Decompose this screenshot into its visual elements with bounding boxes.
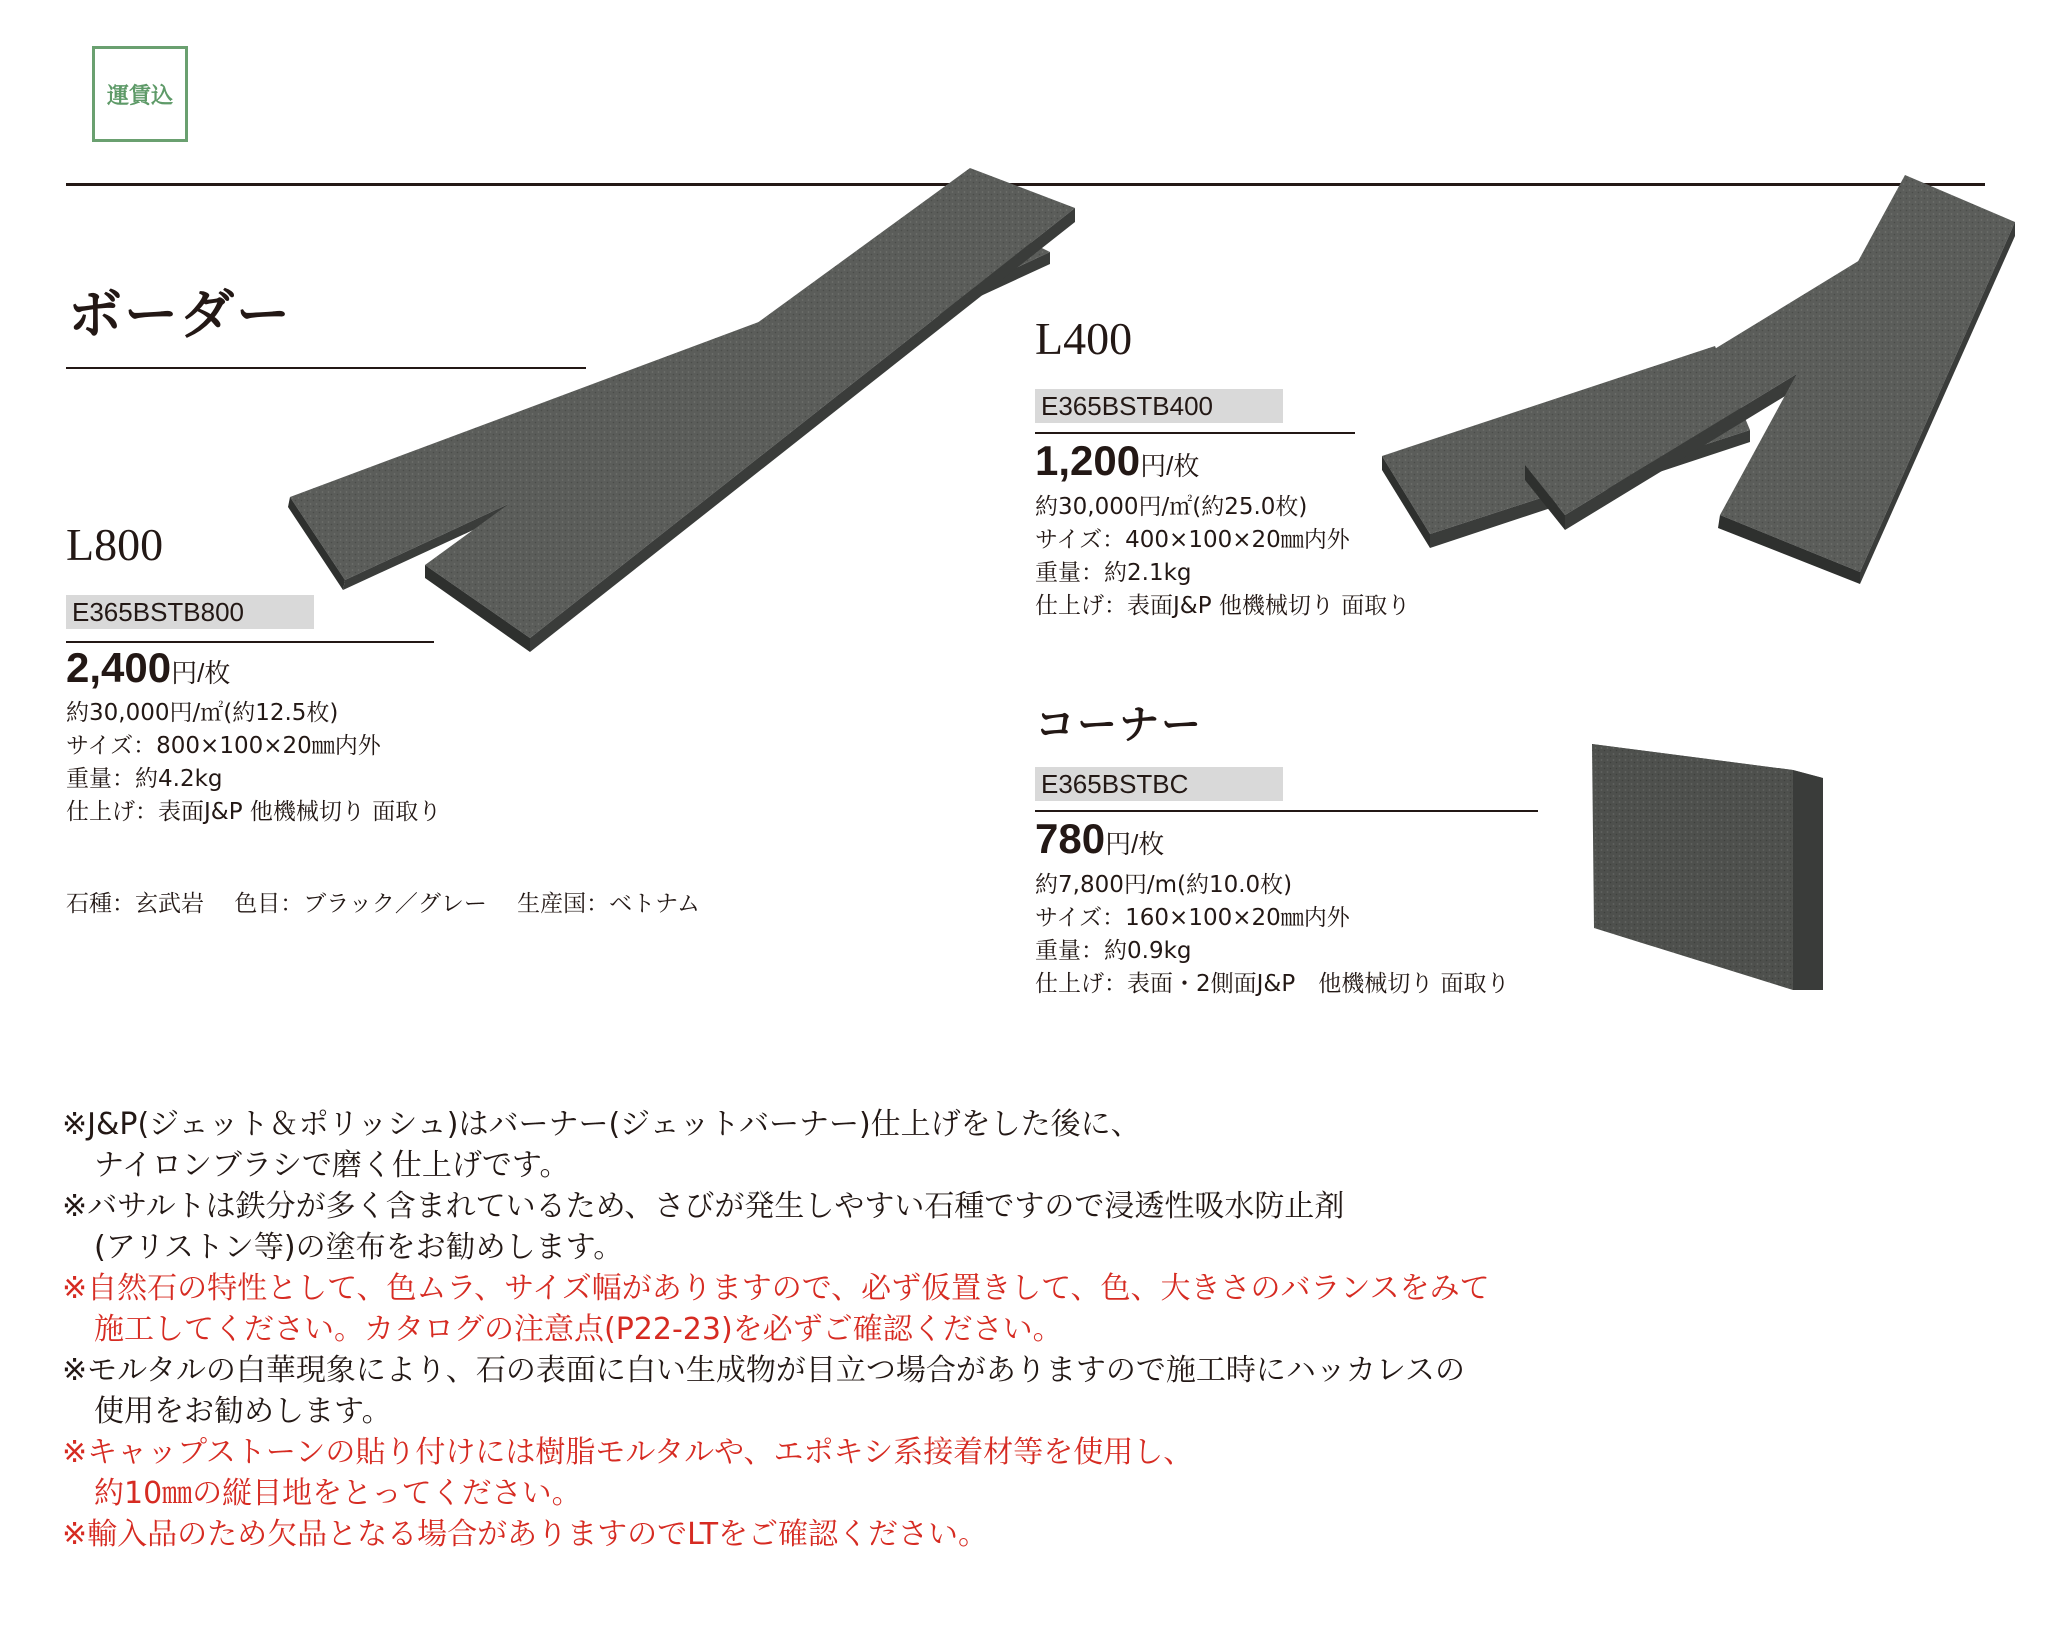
note-line: ※輸入品のため欠品となる場合がありますのでLTをご確認ください。	[62, 1517, 989, 1552]
corner-price	[1035, 815, 1164, 863]
l800-divider	[66, 641, 434, 643]
l400-spec-finish: 仕上げ：表面J&P 他機械切り 面取り	[1035, 593, 1411, 619]
note-line: ※自然石の特性として、色ムラ、サイズ幅がありますので、必ず仮置きして、色、大きさのバランスをみて	[62, 1271, 1490, 1306]
corner-spec-finish: 仕上げ：表面・2側面J&P 他機械切り 面取り	[1035, 971, 1510, 997]
note-line: 使用をお勧めします。	[94, 1394, 392, 1429]
l800-code: E365BSTB800	[66, 595, 314, 629]
corner-price-value: 780	[1035, 815, 1106, 862]
corner-stone-image	[1588, 740, 1828, 995]
l800-spec-weight: 重量：約4.2kg	[66, 766, 223, 792]
note-line: 約10㎜の縦目地をとってください。	[94, 1476, 582, 1511]
l400-spec-per-area: 約30,000円/㎡(約25.0枚)	[1035, 494, 1308, 520]
l800-price-unit: 円/枚	[171, 658, 231, 688]
corner-price-unit: 円/枚	[1105, 829, 1165, 859]
l800-spec-finish: 仕上げ：表面J&P 他機械切り 面取り	[66, 799, 442, 825]
note-line: ※J&P(ジェット＆ポリッシュ)はバーナー(ジェットバーナー)仕上げをした後に、	[62, 1107, 1141, 1142]
notes-list	[62, 1104, 1490, 1555]
corner-name: コーナー	[1035, 701, 1203, 748]
l400-code: E365BSTB400	[1035, 389, 1283, 423]
l400-specs	[1035, 491, 1410, 623]
l400-spec-weight: 重量：約2.1kg	[1035, 560, 1192, 586]
l400-divider	[1035, 432, 1355, 434]
l400-price-value: 1,200	[1035, 437, 1141, 484]
shipping-included-badge	[92, 46, 188, 142]
note-line: 施工してください。カタログの注意点(P22-23)を必ずご確認ください。	[94, 1312, 1063, 1347]
l400-price	[1035, 437, 1199, 485]
l400-price-unit: 円/枚	[1140, 451, 1200, 481]
corner-spec-size: サイズ：160×100×20㎜内外	[1035, 905, 1350, 931]
l800-spec-size: サイズ：800×100×20㎜内外	[66, 733, 381, 759]
corner-spec-weight: 重量：約0.9kg	[1035, 938, 1192, 964]
note-line: ※バサルトは鉄分が多く含まれているため、さびが発生しやすい石種ですので浸透性吸水防止剤	[62, 1189, 1345, 1224]
section-title: ボーダー	[68, 282, 292, 346]
l400-name: L400	[1035, 313, 1133, 364]
corner-code: E365BSTBC	[1035, 767, 1283, 801]
l800-price	[66, 644, 230, 692]
corner-divider	[1035, 810, 1538, 812]
l400-spec-size: サイズ：400×100×20㎜内外	[1035, 527, 1350, 553]
corner-spec-per-length: 約7,800円/m(約10.0枚)	[1035, 872, 1293, 898]
l800-price-value: 2,400	[66, 644, 172, 691]
l800-stone-image	[285, 160, 1075, 660]
l800-name: L800	[66, 519, 164, 570]
l800-spec-per-area: 約30,000円/㎡(約12.5枚)	[66, 700, 339, 726]
material-info: 石種：玄武岩 色目：ブラック／グレー 生産国：ベトナム	[66, 891, 701, 917]
corner-specs	[1035, 869, 1510, 1001]
note-line: ナイロンブラシで磨く仕上げです。	[94, 1148, 570, 1183]
note-line: ※モルタルの白華現象により、石の表面に白い生成物が目立つ場合がありますので施工時にハッカレスの	[62, 1353, 1466, 1388]
badge-label: 運賃込	[106, 83, 173, 109]
l400-stone-image	[1380, 170, 2020, 590]
l800-specs	[66, 697, 441, 829]
note-line: (アリストン等)の塗布をお勧めします。	[94, 1230, 624, 1265]
note-line: ※キャップストーンの貼り付けには樹脂モルタルや、エポキシ系接着材等を使用し、	[62, 1435, 1194, 1470]
